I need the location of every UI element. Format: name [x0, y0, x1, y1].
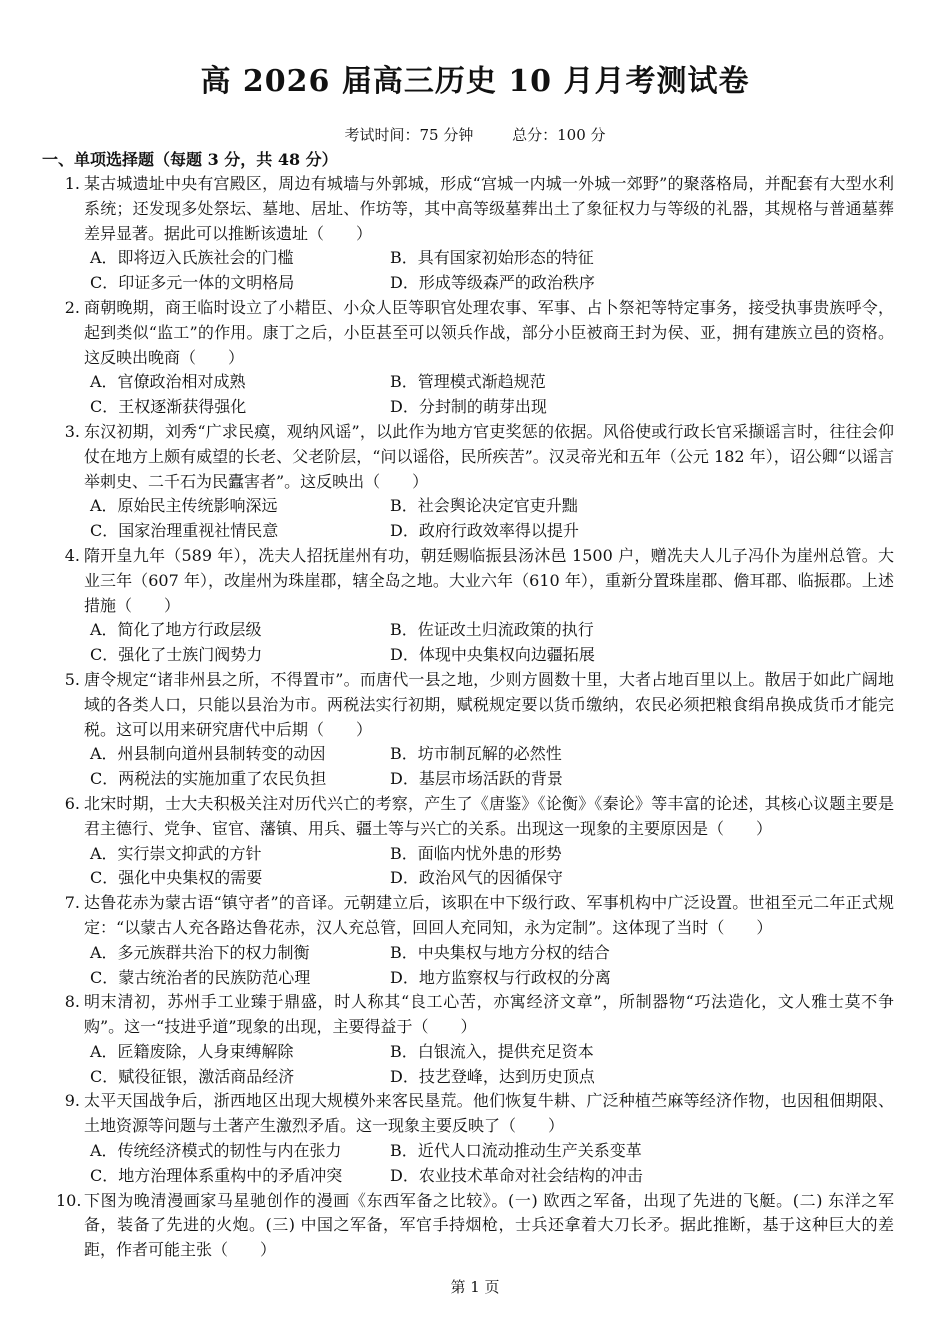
option-d: D．农业技术革命对社会结构的冲击	[390, 1165, 643, 1185]
option-c: C．强化中央集权的需要	[90, 868, 263, 888]
section-heading: 一、单项选择题（每题 3 分，共 48 分）	[42, 150, 338, 169]
option-b: B．近代人口流动推动生产关系变革	[390, 1141, 642, 1161]
exam-title: 高 2026 届高三历史 10 月月考测试卷	[200, 64, 750, 99]
question-stem: 商朝晚期，商王临时设立了小耤臣、小众人臣等职官处理农事、军事、占卜祭祀等特定事务，接受执事贵族呼令，起到类似“监工”的作用。康丁之后，小臣甚至可以领兵作战，部分小臣被商王封为侯、亚，拥有建族立邑的资格。这反映出晚商（ ）	[84, 297, 894, 367]
option-b: B．白银流入，提供充足资本	[390, 1041, 594, 1061]
option-a: A．官僚政治相对成熟	[90, 372, 246, 392]
option-grid	[84, 370, 894, 420]
question-stem: 隋开皇九年（589 年），冼夫人招抚崖州有功，朝廷赐临振县汤沐邑 1500 户，赠冼夫人儿子冯仆为崖州总管。大业三年（607 年），改崖州为珠崖郡，辖全岛之地。大业六年（610 年），重新分置珠崖郡、儋耳郡、临振郡。上述措施（ ）	[84, 545, 894, 615]
question-5	[56, 668, 894, 792]
question-stem: 下图为晚清漫画家马星驰创作的漫画《东西军备之比较》。(一) 欧西之军备，出现了先进的飞艇。(二) 东洋之军备，装备了先进的火炮。(三) 中国之军备，军官手持烟枪，士兵还拿着大刀长矛。据此推断，基于这种巨大的差距，作者可能主张（ ）	[84, 1190, 894, 1260]
question-number: 2.	[64, 297, 80, 317]
option-grid	[84, 1040, 894, 1090]
question-8	[56, 990, 894, 1089]
question-6	[56, 792, 894, 891]
option-d: D．技艺登峰，达到历史顶点	[390, 1066, 595, 1086]
option-grid	[84, 842, 894, 892]
question-stem: 达鲁花赤为蒙古语“镇守者”的音译。元朝建立后，该职在中下级行政、军事机构中广泛设置。世祖至元二年正式规定：“以蒙古人充各路达鲁花赤，汉人充总管，回回人充同知，永为定制”。这体现了当时（ ）	[84, 893, 894, 937]
option-c: C．国家治理重视社情民意	[90, 521, 279, 541]
exam-meta	[56, 124, 894, 146]
question-number: 8.	[64, 992, 80, 1012]
option-c: C．王权逐渐获得强化	[90, 397, 247, 417]
question-number: 4.	[64, 545, 80, 565]
option-d: D．分封制的萌芽出现	[390, 397, 547, 417]
option-grid	[84, 742, 894, 792]
option-c: C．地方治理体系重构中的矛盾冲突	[90, 1165, 343, 1185]
option-a: A．即将迈入氏族社会的门槛	[90, 248, 294, 268]
question-3	[56, 420, 894, 544]
option-grid	[84, 618, 894, 668]
option-d: D．政治风气的因循保守	[390, 868, 563, 888]
question-1	[56, 172, 894, 296]
option-d: D．政府行政效率得以提升	[390, 521, 579, 541]
option-grid	[84, 246, 894, 296]
question-stem: 太平天国战争后，浙西地区出现大规模外来客民垦荒。他们恢复牛耕、广泛种植苎麻等经济作物，也因租佃期限、土地资源等问题与土著产生激烈矛盾。这一现象主要反映了（ ）	[84, 1091, 894, 1136]
question-list	[56, 172, 894, 1263]
option-grid	[84, 494, 894, 544]
option-c: C．蒙古统治者的民族防范心理	[90, 967, 311, 987]
option-d: D．体现中央集权向边疆拓展	[390, 645, 595, 665]
question-stem: 北宋时期，士大夫积极关注对历代兴亡的考察，产生了《唐鉴》《论衡》《秦论》等丰富的论述，其核心议题主要是君主德行、党争、宦官、藩镇、用兵、疆土等与兴亡的关系。出现这一现象的主要原因是（ ）	[84, 793, 894, 838]
option-c: C．强化了士族门阀势力	[90, 645, 263, 665]
option-a: A．多元族群共治下的权力制衡	[90, 942, 310, 962]
page-number: 第 1 页	[450, 1278, 500, 1296]
total-score: 总分：100 分	[512, 126, 606, 144]
option-b: B．坊市制瓦解的必然性	[390, 744, 562, 764]
option-b: B．佐证改土归流政策的执行	[390, 620, 594, 640]
question-number: 6.	[64, 793, 80, 813]
question-stem: 东汉初期，刘秀“广求民瘼，观纳风谣”，以此作为地方官吏奖惩的依据。风俗使或行政长官采撷谣言时，往往会仰仗在地方上颇有威望的长老、父老阶层，“问以谣俗，民所疾苦”。汉灵帝光和五年（公元 182 年），诏公卿“以谣言举刺史、二千石为民蠹害者”。这反映出（ ）	[84, 421, 894, 491]
option-b: B．中央集权与地方分权的结合	[390, 942, 610, 962]
question-number: 10.	[56, 1190, 82, 1210]
option-b: B．具有国家初始形态的特征	[390, 248, 594, 268]
option-grid	[84, 1139, 894, 1189]
option-a: A．传统经济模式的韧性与内在张力	[90, 1141, 342, 1161]
question-number: 3.	[64, 421, 80, 441]
question-number: 9.	[64, 1091, 80, 1111]
option-a: A．简化了地方行政层级	[90, 620, 262, 640]
question-7	[56, 891, 894, 990]
question-9	[56, 1089, 894, 1188]
option-d: D．基层市场活跃的背景	[390, 769, 563, 789]
exam-time: 考试时间：75 分钟	[344, 126, 474, 144]
question-2	[56, 296, 894, 420]
question-10	[56, 1189, 894, 1263]
option-b: B．社会舆论决定官吏升黜	[390, 496, 578, 516]
question-4	[56, 544, 894, 668]
question-stem: 唐令规定“诸非州县之所，不得置市”。而唐代一县之地，少则方圆数十里，大者占地百里以上。散居于如此广阔地域的各类人口，只能以县治为市。两税法实行初期，赋税规定要以货币缴纳，农民必须把粮食绢帛换成货币才能完税。这可以用来研究唐代中后期（ ）	[84, 669, 894, 739]
option-c: C．两税法的实施加重了农民负担	[90, 769, 327, 789]
question-stem: 明末清初，苏州手工业臻于鼎盛，时人称其“良工心苦，亦寓经济文章”，所制器物“巧法造化，文人雅士莫不争购”。这一“技进乎道”现象的出现，主要得益于（ ）	[84, 992, 894, 1037]
option-b: B．管理模式渐趋规范	[390, 372, 546, 392]
option-c: C．赋役征银，激活商品经济	[90, 1066, 295, 1086]
option-d: D．形成等级森严的政治秩序	[390, 273, 595, 293]
option-a: A．匠籍废除，人身束缚解除	[90, 1041, 294, 1061]
option-a: A．原始民主传统影响深远	[90, 496, 278, 516]
option-b: B．面临内忧外患的形势	[390, 843, 562, 863]
option-a: A．实行崇文抑武的方针	[90, 843, 262, 863]
option-a: A．州县制向道州县制转变的动因	[90, 744, 326, 764]
question-number: 7.	[64, 893, 80, 913]
option-c: C．印证多元一体的文明格局	[90, 273, 295, 293]
option-d: D．地方监察权与行政权的分离	[390, 967, 611, 987]
option-grid	[84, 941, 894, 991]
question-number: 1.	[64, 174, 80, 193]
question-stem: 某古城遗址中央有宫殿区，周边有城墙与外郭城，形成“宫城一内城一外城一郊野”的聚落格局，并配套有大型水利系统；还发现多处祭坛、墓地、居址、作坊等，其中高等级墓葬出土了象征权力与等级的礼器，其规格与普通墓葬差异显著。据此可以推断该遗址（ ）	[84, 174, 894, 243]
question-number: 5.	[64, 669, 80, 689]
